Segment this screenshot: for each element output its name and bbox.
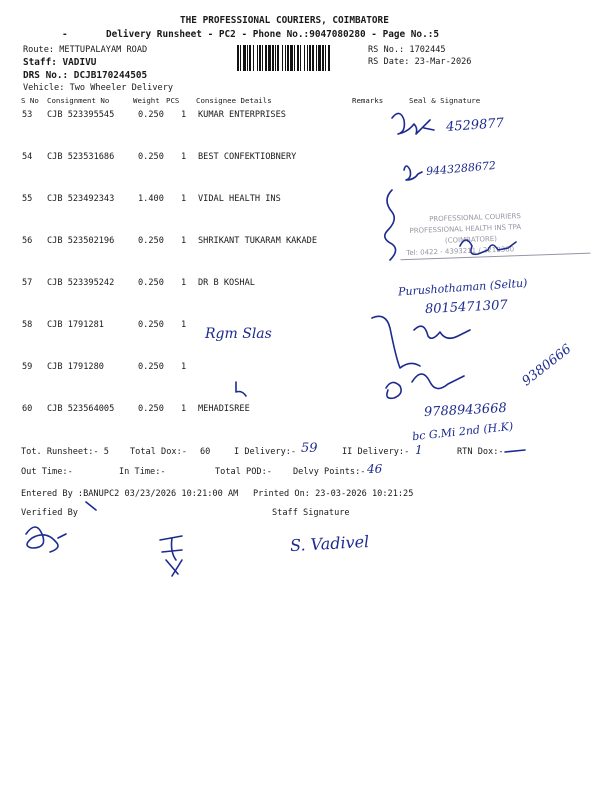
cell-consignment: CJB 523395242 xyxy=(47,278,115,288)
cell-consignee: KUMAR ENTERPRISES xyxy=(198,110,286,120)
hand-r58-name: Rgm Slas xyxy=(205,326,272,342)
vehicle: Vehicle: Two Wheeler Delivery xyxy=(23,83,174,93)
cell-sno: 58 xyxy=(22,320,33,330)
col-remarks: Remarks xyxy=(352,96,384,105)
table-row xyxy=(0,110,600,122)
hand-r60-note: bc G.Mi 2nd (H.K) xyxy=(411,419,514,444)
hand-ii-delivery-value: 1 xyxy=(415,443,423,457)
cell-sno: 57 xyxy=(22,278,33,288)
hand-r54-number: 9443288672 xyxy=(425,158,497,179)
col-consignee: Consignee Details xyxy=(196,96,272,105)
company-name: THE PROFESSIONAL COURIERS, COIMBATORE xyxy=(180,15,389,26)
hand-r60-number: 9788943668 xyxy=(423,400,508,421)
table-row xyxy=(0,194,600,206)
col-sno: S No xyxy=(21,96,39,105)
cell-consignment: CJB 523492343 xyxy=(47,194,115,204)
cell-sno: 55 xyxy=(22,194,33,204)
table-row xyxy=(0,404,600,416)
printed-on: Printed On: 23-03-2026 10:21:25 xyxy=(253,489,414,499)
hand-r53-number: 4529877 xyxy=(445,115,505,136)
company-stamp xyxy=(399,209,591,278)
cell-consignee: MEHADISREE xyxy=(198,404,250,414)
hand-r57-name: Purushothaman (Seltu) xyxy=(397,276,528,299)
hand-r57-number: 8015471307 xyxy=(424,297,509,318)
cell-sno: 56 xyxy=(22,236,33,246)
cell-pcs: 1 xyxy=(181,110,187,120)
table-row xyxy=(0,362,600,374)
hand-delvy-points-value: 46 xyxy=(367,462,383,476)
verified-by-label: Verified By xyxy=(21,508,78,518)
cell-weight: 0.250 xyxy=(138,362,164,372)
col-consignment: Consignment No xyxy=(47,96,110,105)
cell-pcs: 1 xyxy=(181,194,187,204)
cell-pcs: 1 xyxy=(181,236,187,246)
cell-sno: 54 xyxy=(22,152,33,162)
cell-consignment: CJB 523395545 xyxy=(47,110,115,120)
staff: Staff: VADIVU xyxy=(23,57,97,68)
cell-weight: 0.250 xyxy=(138,236,164,246)
cell-pcs: 1 xyxy=(181,278,187,288)
i-delivery-label: I Delivery:- xyxy=(234,447,297,457)
total-pod-label: Total POD:- xyxy=(215,467,272,477)
route: Route: METTUPALAYAM ROAD xyxy=(23,45,148,55)
cell-consignment: CJB 1791280 xyxy=(47,362,104,372)
cell-consignee: SHRIKANT TUKARAM KAKADE xyxy=(198,236,317,246)
in-time-label: In Time:- xyxy=(119,467,166,477)
cell-consignee: DR B KOSHAL xyxy=(198,278,255,288)
cell-consignee: VIDAL HEALTH INS xyxy=(198,194,281,204)
tot-runsheet: Tot. Runsheet:- 5 xyxy=(21,447,109,457)
stamp-line-2: PROFESSIONAL HEALTH INS TPA xyxy=(409,223,522,235)
staff-signature-label: Staff Signature xyxy=(272,508,350,518)
cell-consignment: CJB 523564005 xyxy=(47,404,115,414)
cell-weight: 0.250 xyxy=(138,404,164,414)
drs-number: DRS No.: DCJB170244505 xyxy=(23,70,148,81)
cell-pcs: 1 xyxy=(181,320,187,330)
cell-weight: 0.250 xyxy=(138,110,164,120)
cell-weight: 0.250 xyxy=(138,152,164,162)
cell-consignment: CJB 523502196 xyxy=(47,236,115,246)
cell-sno: 60 xyxy=(22,404,33,414)
cell-weight: 0.250 xyxy=(138,278,164,288)
hand-staff-signature: S. Vadivel xyxy=(289,531,370,556)
cell-weight: 0.250 xyxy=(138,320,164,330)
cell-pcs: 1 xyxy=(181,152,187,162)
rtn-dox-label: RTN Dox:- xyxy=(457,447,504,457)
out-time-label: Out Time:- xyxy=(21,467,73,477)
cell-weight: 1.400 xyxy=(138,194,164,204)
rs-number: RS No.: 1702445 xyxy=(368,45,446,55)
runsheet-title: Delivery Runsheet - PC2 - Phone No.:9047080280 - Page No.:5 xyxy=(106,29,440,40)
table-row xyxy=(0,320,600,332)
col-weight: Weight xyxy=(133,96,160,105)
stamp-line-4: Tel: 0422 - 4393211 / 2213360 xyxy=(400,242,590,261)
col-pcs: PCS xyxy=(166,96,180,105)
total-dox-label: Total Dox:- xyxy=(130,447,187,457)
hand-i-delivery-value: 59 xyxy=(301,441,318,456)
cell-consignee: BEST CONFEKTIOBNERY xyxy=(198,152,297,162)
delvy-points-label: Delvy Points:- xyxy=(293,467,366,477)
col-seal-signature: Seal & Signature xyxy=(409,96,481,105)
table-row xyxy=(0,152,600,164)
rs-date: RS Date: 23-Mar-2026 xyxy=(368,57,472,67)
cell-pcs: 1 xyxy=(181,362,187,372)
stamp-line-1: PROFESSIONAL COURIERS xyxy=(428,212,522,224)
cell-pcs: 1 xyxy=(181,404,187,414)
cell-sno: 53 xyxy=(22,110,33,120)
total-dox-value: 60 xyxy=(200,447,211,457)
cell-consignment: CJB 1791281 xyxy=(47,320,104,330)
header-dash: - xyxy=(62,29,68,40)
cell-sno: 59 xyxy=(22,362,33,372)
cell-consignment: CJB 523531686 xyxy=(47,152,115,162)
stamp-line-3: (COIMBATORE) xyxy=(444,234,498,245)
entered-by: Entered By :BANUPC2 03/23/2026 10:21:00 AM xyxy=(21,489,239,499)
ii-delivery-label: II Delivery:- xyxy=(342,447,410,457)
hand-r59-number: 9380666 xyxy=(519,341,575,390)
